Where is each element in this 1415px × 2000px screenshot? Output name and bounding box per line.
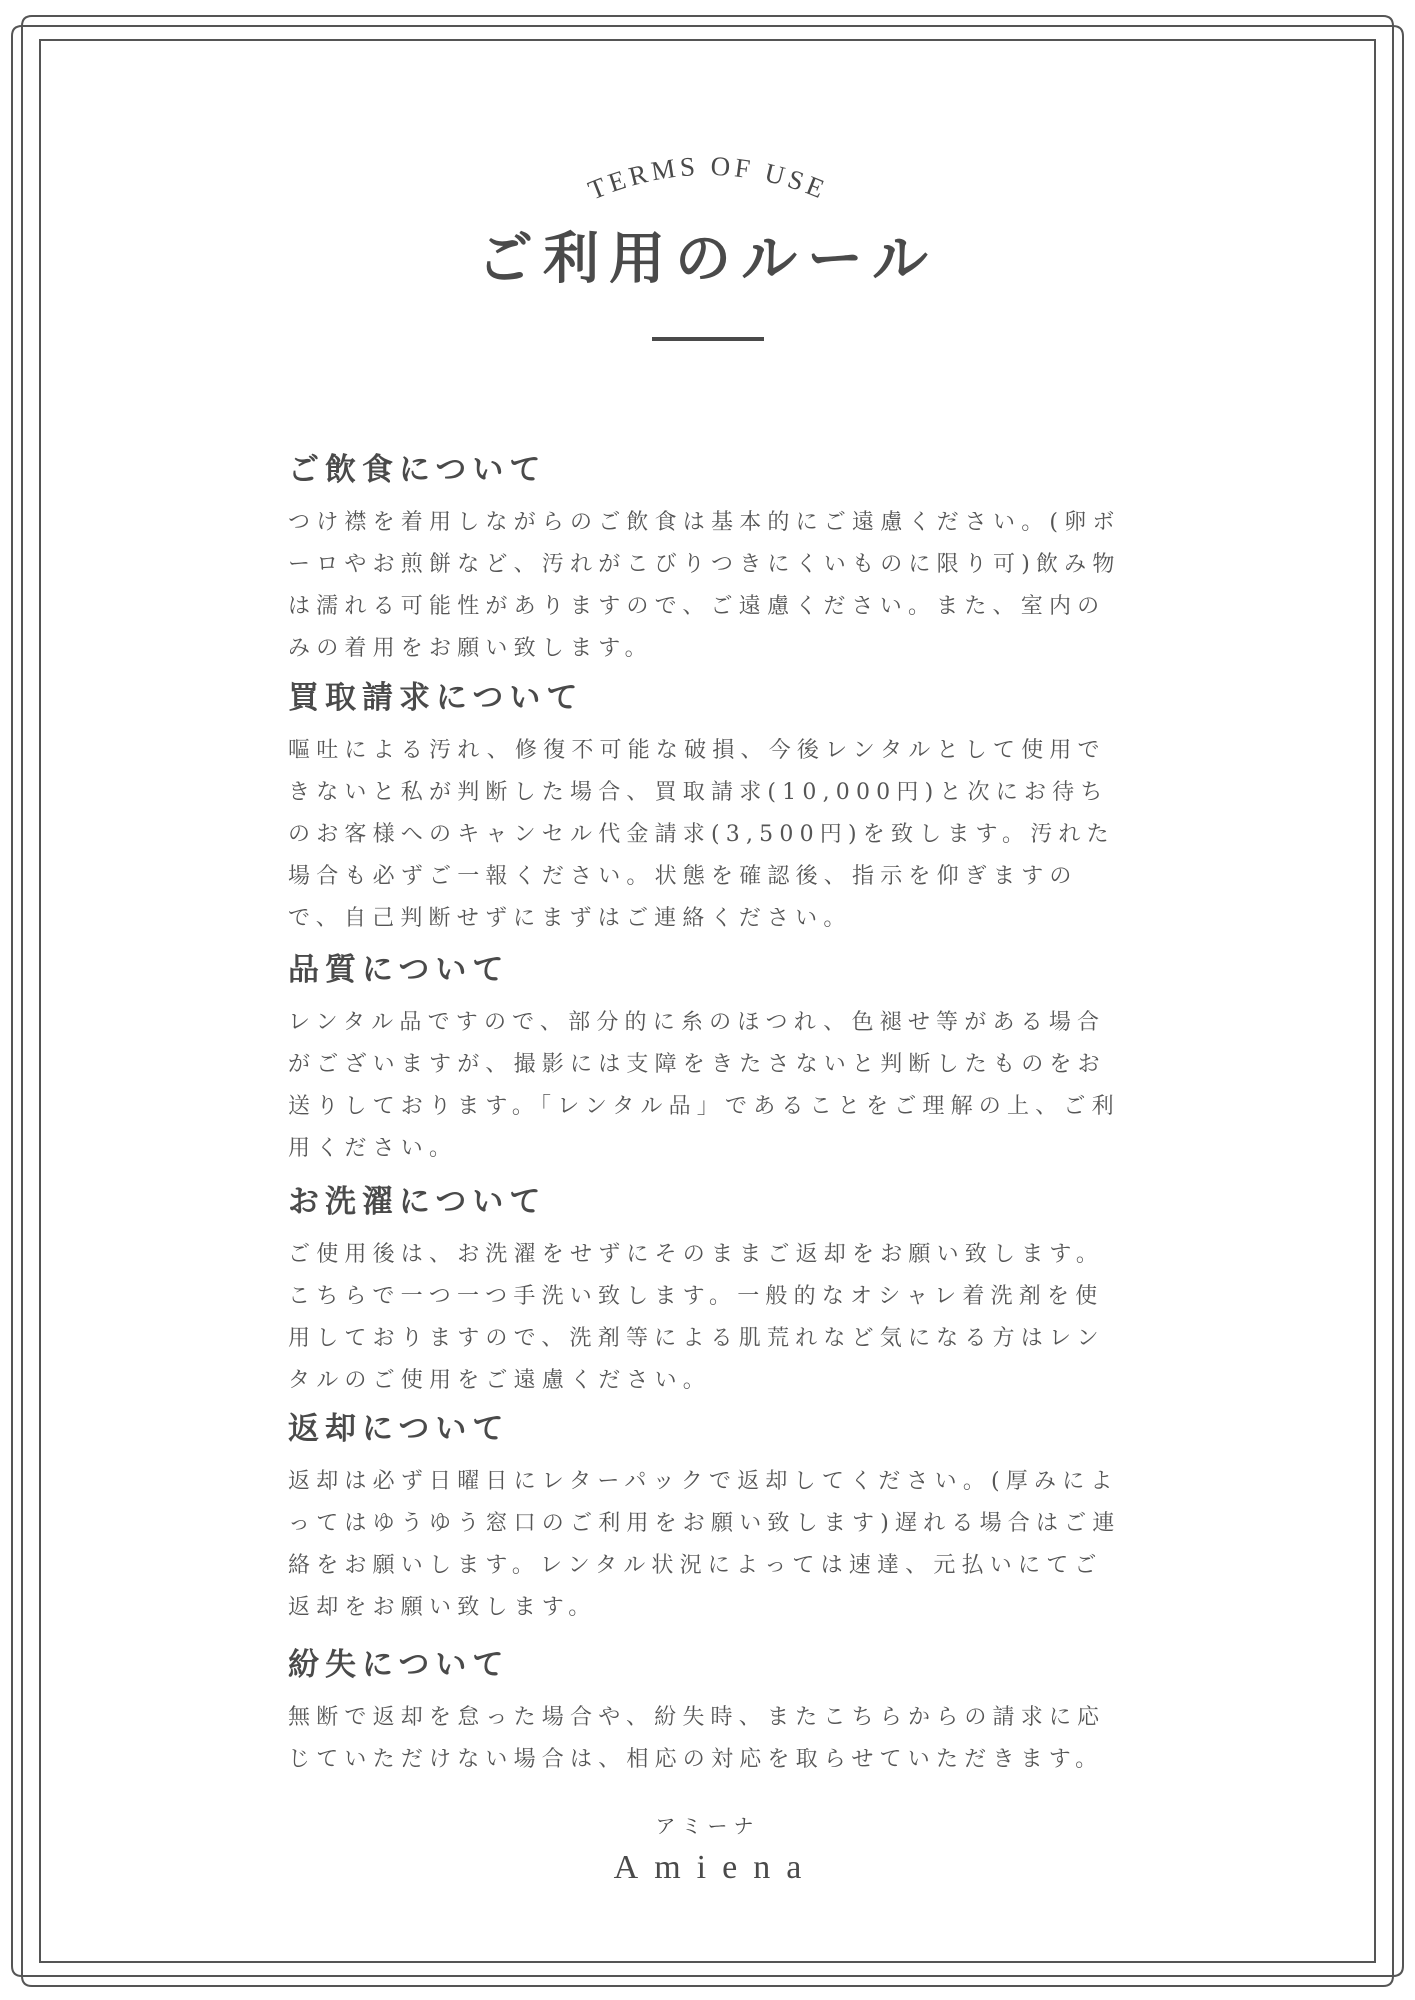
terms-of-use-kicker: TERMS OF USE — [583, 150, 832, 206]
section-body: ご使用後は、お洗濯をせずにそのままご返却をお願い致します。こちらで一つ一つ手洗い致します。一般的なオシャレ着洗剤を使用しておりますので、洗剤等による肌荒れなど気になる方はレンタルのご使用をご遠慮ください。 — [288, 1242, 1105, 1393]
section-body: 嘔吐による汚れ、修復不可能な破損、今後レンタルとして使用できないと私が判断した場合、買取請求(10,000円)と次にお待ちのお客様へのキャンセル代金請求(3,500円)を致します。汚れた場合も必ずご一報ください。状態を確認後、指示を仰ぎますので、自己判断せずにまずはご連絡ください。 — [288, 738, 1115, 931]
section-body: 返却は必ず日曜日にレターパックで返却してください。(厚みによってはゆうゆう窓口のご利用をお願い致します)遅れる場合はご連絡をお願いします。レンタル状況によっては速達、元払いにてご返却をお願い致します。 — [288, 1469, 1121, 1620]
section-quality — [288, 948, 1128, 1170]
brand-name: Amiena — [613, 1849, 818, 1886]
section-title: ご飲食について — [288, 452, 547, 488]
brand-footer — [0, 1813, 1415, 1887]
section-eating — [288, 448, 1128, 670]
section-return — [288, 1407, 1128, 1629]
brand-kana: アミーナ — [655, 1814, 760, 1838]
page-header — [0, 140, 1415, 341]
section-body: レンタル品ですので、部分的に糸のほつれ、色褪せ等がある場合がございますが、撮影には支障をきたさないと判断したものをお送りしております。「レンタル品」であることをご理解の上、ご利用ください。 — [288, 1010, 1120, 1161]
section-purchase-claim — [288, 676, 1128, 940]
page-title: ご利用のルール — [477, 226, 938, 292]
section-title: 返却について — [288, 1411, 510, 1447]
section-loss — [288, 1643, 1128, 1781]
svg-text:TERMS OF USE — [584, 151, 832, 206]
section-title: 紛失について — [288, 1647, 510, 1683]
terms-of-use-arc — [538, 140, 878, 220]
section-title: お洗濯について — [288, 1184, 547, 1220]
title-divider — [652, 337, 764, 341]
section-body: つけ襟を着用しながらのご飲食は基本的にご遠慮ください。(卵ボーロやお煎餅など、汚れがこびりつきにくいものに限り可)飲み物は濡れる可能性がありますので、ご遠慮ください。また、室内のみの着用をお願い致します。 — [288, 510, 1121, 661]
section-washing — [288, 1180, 1128, 1402]
section-title: 品質について — [288, 952, 510, 988]
section-title: 買取請求について — [288, 680, 584, 716]
section-body: 無断で返却を怠った場合や、紛失時、またこちらからの請求に応じていただけない場合は、相応の対応を取らせていただきます。 — [288, 1705, 1106, 1772]
